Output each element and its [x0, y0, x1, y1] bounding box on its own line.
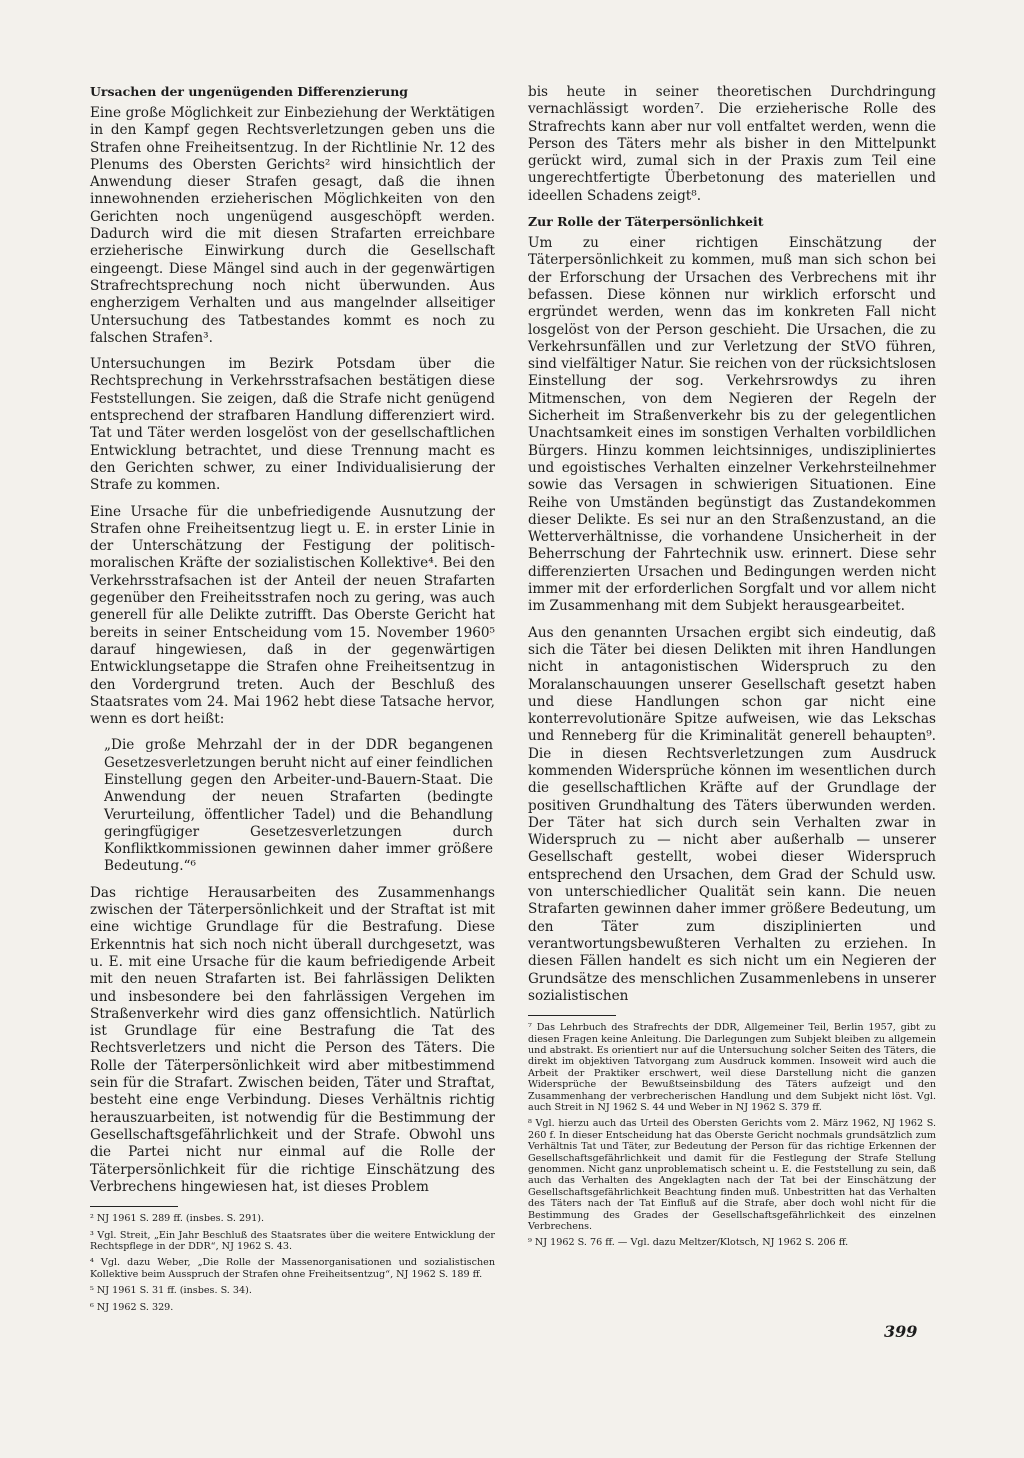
paragraph: Um zu einer richtigen Einschätzung der Täterpersönlichkeit zu kommen, muß man sich schon bei der Erforschung der Ursachen des Verbrechens mit ihr befassen. Diese können nur wirklich erforscht und ergründet werden, wenn das im konkreten Fall nicht losgelöst von der Person geschieht. Die Ursachen, die zu Verkehrsunfällen und zur Verletzung der StVO führen, sind vielfältiger Natur. Sie reichen von der rücksichtslosen Einstellung der sog. Verkehrsrowdys zu ihren Mitmenschen, von dem Negieren der Regeln der Sicherheit im Straßenverkehr bis zu der gelegentlichen Unachtsamkeit eines im sonstigen Verhalten vorbildlichen Bürgers. Hinzu kommen leichtsinniges, undiszipliniertes und egoistisches Verhalten einzelner Verkehrsteilnehmer sowie das Versagen in schwierigen Situationen. Eine Reihe von Umständen begünstigt das Zustandekommen dieser Delikte. Es sei nur an den Straßenzustand, an die Wetterverhältnisse, die vorhandene Unsicherheit in der Beherrschung der Fahrtechnik usw. erinnert. Diese sehr differenzierten Ursachen und Bedingungen werden nicht immer mit der erforderlichen Sorgfalt und vor allem nicht im Zusammenhang mit dem Subjekt herausgearbeitet. [528, 235, 936, 615]
footnote: ² NJ 1961 S. 289 ff. (insbes. S. 291). [90, 1213, 265, 1225]
footnote: ⁶ NJ 1962 S. 329. [90, 1301, 174, 1313]
footnote: ⁷ Das Lehrbuch des Strafrechts der DDR, Allgemeiner Teil, Berlin 1957, gibt zu diesen Fragen keine Anleitung. Die Darlegungen zum Subjekt bleiben zu allgemein und abstrakt. Es orientiert nur auf die Untersuchung solcher Seiten des Täters, die direkt im objektiven Tatvorgang zum Ausdruck kommen. Insoweit wird auch die Arbeit der Praktiker erschwert, weil diese Darstellung nicht die ganzen Widersprüche der Bewußtseinsbildung des Täters aufzeigt und den Zusammenhang der verbrecherischen Handlung und dem Subjekt nicht löst. Vgl. auch Streit in NJ 1962 S. 44 und Weber in NJ 1962 S. 379 ff. [528, 1022, 936, 1113]
footnote: ⁹ NJ 1962 S. 76 ff. — Vgl. dazu Meltzer/Klotsch, NJ 1962 S. 206 ff. [528, 1237, 849, 1249]
page-number: 399 [884, 1322, 918, 1341]
footnote: ⁵ NJ 1961 S. 31 ff. (insbes. S. 34). [90, 1285, 252, 1297]
paragraph: Das richtige Herausarbeiten des Zusammenhangs zwischen der Täterpersönlichkeit und der Straftat ist mit eine wichtige Grundlage für die Bestrafung. Diese Erkenntnis hat sich noch nicht überall durchgesetzt, was u. E. mit eine Ursache für die kaum befriedigende Arbeit mit den neuen Strafarten ist. Bei fahrlässigen Delikten und insbesondere bei den fahrlässigen Vergehen im Straßenverkehr wird dies ganz offensichtlich. Natürlich ist Grundlage für eine Bestrafung die Tat des Rechtsverletzers und nicht die Person des Täters. Die Rolle der Täterpersönlichkeit wird aber mitbestimmend sein für die Strafart. Zwischen beiden, Täter und Straftat, besteht eine enge Verbindung. Dieses Verhältnis richtig herauszuarbeiten, ist notwendig für die Bestimmung der Gesellschaftsgefährlichkeit und der Strafe. Obwohl uns die Partei nicht nur einmal auf die Rolle der Täterpersönlichkeit für die richtige Einschätzung des Verbrechens hingewiesen hat, ist dieses Problem [90, 884, 495, 1195]
footnote: ⁸ Vgl. hierzu auch das Urteil des Obersten Gerichts vom 2. März 1962, NJ 1962 S. 260 f. In dieser Entscheidung hat das Oberste Gericht nochmals grundsätzlich zum Verhältnis Tat und Täter, zur Bedeutung der Person für das richtige Erkennen der Gesellschaftsgefährlichkeit und damit für die Festlegung der Strafe Stellung genommen. Nicht ganz unproblematisch scheint u. E. die Feststellung zu sein, daß auch das Verhalten des Angeklagten nach der Tat bei der Einschätzung der Gesellschaftsgefährlichkeit Beachtung finden muß. Unbestritten hat das Verhalten des Täters nach der Tat Einfluß auf die Strafe, aber doch wohl nicht für die Bestimmung des Grades der Gesellschaftsgefährlichkeit des einzelnen Verbrechens. [528, 1118, 936, 1233]
paragraph: Untersuchungen im Bezirk Potsdam über die Rechtsprechung in Verkehrsstrafsachen bestätigen diese Feststellungen. Sie zeigen, daß die Strafe nicht genügend entsprechend der strafbaren Handlung differenziert wird. Tat und Täter werden losgelöst von der gesellschaftlichen Entwicklung betrachtet, und diese Trennung macht es den Gerichten schwer, zu einer Individualisierung der Strafe zu kommen. [90, 356, 495, 494]
section-heading-differenzierung: Ursachen der ungenügenden Differenzierung [90, 84, 409, 99]
left-column [90, 84, 495, 1318]
block-quote: „Die große Mehrzahl der in der DDR begangenen Gesetzesverletzungen beruht nicht auf einer feindlichen Einstellung gegen den Arbeiter-und-Bauern-Staat. Die Anwendung der neuen Strafarten (bedingte Verurteilung, öffentlicher Tadel) und die Behandlung geringfügiger Gesetzesverletzungen durch Konfliktkommissionen gewinnen daher immer größere Bedeutung.“⁶ [104, 737, 493, 875]
right-column [528, 84, 936, 1254]
footnote: ⁴ Vgl. dazu Weber, „Die Rolle der Massenorganisationen und sozialistischen Kollektive beim Ausspruch der Strafen ohne Freiheitsentzug“, NJ 1962 S. 189 ff. [90, 1257, 495, 1280]
footnote-divider [528, 1015, 616, 1016]
paragraph: Aus den genannten Ursachen ergibt sich eindeutig, daß sich die Täter bei diesen Delikten mit ihren Handlungen nicht in antagonistischen Widerspruch zu den Moralanschauungen unserer Gesellschaft gesetzt haben und diese Handlungen schon gar nicht eine konterrevolutionäre Spitze aufweisen, wie das Lekschas und Renneberg für die Kriminalität generell behaupten⁹. Die in diesen Rechtsverletzungen zum Ausdruck kommenden Widersprüche können im wesentlichen durch die gesellschaftlichen Kräfte auf der Grundlage der positiven Grundhaltung des Täters überwunden werden. Der Täter hat sich durch sein Verhalten zwar in Widerspruch zu — nicht aber außerhalb — unserer Gesellschaft gestellt, wobei dieser Widerspruch entsprechend den Ursachen, dem Grad der Schuld usw. von unterschiedlicher Qualität sein kann. Die neuen Strafarten gewinnen daher immer größere Bedeutung, um den Täter zum disziplinierten und verantwortungsbewußteren Verhalten zu erziehen. In diesen Fällen handelt es sich nicht um ein Negieren der Grundsätze des menschlichen Zusammenlebens in unserer sozialistischen [528, 624, 936, 1004]
footnote-divider [90, 1206, 178, 1207]
section-heading-taeterpersoenlichkeit: Zur Rolle der Täterpersönlichkeit [528, 214, 764, 230]
footnote: ³ Vgl. Streit, „Ein Jahr Beschluß des Staatsrates über die weitere Entwicklung der Rechtspflege in der DDR“, NJ 1962 S. 43. [90, 1229, 495, 1252]
paragraph: bis heute in seiner theoretischen Durchdringung vernachlässigt worden⁷. Die erzieherische Rolle des Strafrechts kann aber nur voll entfaltet werden, wenn die Person des Täters mehr als bisher in den Mittelpunkt gerückt wird, zumal sich in der Praxis zum Teil eine ungerechtfertigte Überbetonung des materiellen und ideellen Schadens zeigt⁸. [528, 84, 936, 204]
paragraph: Eine Ursache für die unbefriedigende Ausnutzung der Strafen ohne Freiheitsentzug liegt u. E. in erster Linie in der Unterschätzung der Festigung der politisch-moralischen Kräfte der sozialistischen Kollektive⁴. Bei den Verkehrsstrafsachen ist der Anteil der neuen Strafarten gegenüber den Freiheitsstrafen noch zu gering, was auch generell für alle Delikte zutrifft. Das Oberste Gericht hat bereits in seiner Entscheidung vom 15. November 1960⁵ darauf hingewiesen, daß in der gegenwärtigen Entwicklungsetappe die Strafen ohne Freiheitsentzug in den Vordergrund treten. Auch der Beschluß des Staatsrates vom 24. Mai 1962 hebt diese Tatsache hervor, wenn es dort heißt: [90, 503, 495, 728]
paragraph: Eine große Möglichkeit zur Einbeziehung der Werktätigen in den Kampf gegen Rechtsverletzungen geben uns die Strafen ohne Freiheitsentzug. In der Richtlinie Nr. 12 des Plenums des Obersten Gerichts² wird hinsichtlich der Anwendung dieser Strafen gesagt, daß die ihnen innewohnenden erzieherischen Möglichkeiten von den Gerichten noch ungenügend ausgeschöpft werden. Dadurch wird die mit diesen Strafarten erreichbare erzieherische Einwirkung durch die Gesellschaft eingeengt. Diese Mängel sind auch in der gegenwärtigen Strafrechtsprechung noch nicht überwunden. Aus engherzigem Verhalten und aus mangelnder allseitiger Untersuchung des Tatbestandes kommt es noch zu falschen Strafen³. [90, 105, 495, 346]
